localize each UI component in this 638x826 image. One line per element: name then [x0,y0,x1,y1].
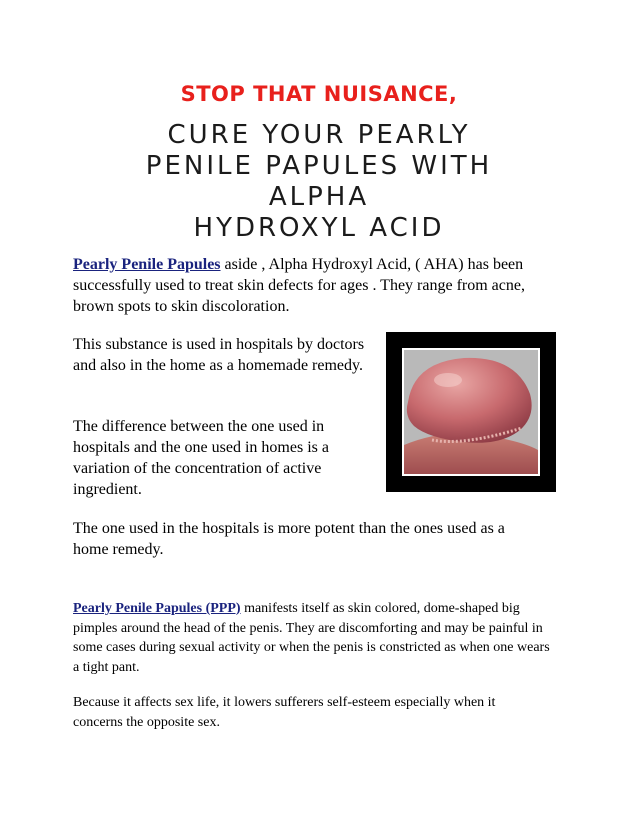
intro-text: aside , Alpha Hydroxyl Acid, ( AHA) has been successfully used to treat skin defects for ages . They range from acne, brown spots to skin discoloration. [73,256,525,315]
title-line-4: HYDROXYL ACID [193,213,445,243]
ppp-link[interactable]: Pearly Penile Papules [73,256,221,273]
paragraph-potency: The one used in the hospitals is more potent than the ones used as a home remedy. [73,520,505,558]
title-line-1: CURE YOUR PEARLY [167,120,471,150]
paragraph-self-esteem: Because it affects sex life, it lowers sufferers self-esteem especially when it concerns the opposite sex. [73,695,496,730]
headline: STOP THAT NUISANCE, [180,82,458,106]
title-line-2: PENILE PAPULES WITH [145,151,493,181]
ppp-photo-frame [386,332,556,492]
paragraph-usage: This substance is used in hospitals by doctors and also in the home as a homemade remedy. [73,336,365,374]
ppp-abbrev-link[interactable]: Pearly Penile Papules (PPP) [73,601,241,616]
ppp-photo [402,348,540,476]
ppp-description-text: manifests itself as skin colored, dome-shaped big pimples around the head of the penis. They are discomforting and may be painful in some cases during sexual activity or when the penis is constricted as when one wears a tight pant. [73,601,550,675]
page-title [60,120,578,244]
ppp-description-paragraph [73,599,553,677]
paragraph-difference: The difference between the one used in hospitals and the one used in homes is a variation of the concentration of active ingredient. [73,418,329,498]
intro-paragraph [73,254,553,317]
ppp-photo-illustration [404,350,538,474]
title-line-3: ALPHA [268,182,370,212]
